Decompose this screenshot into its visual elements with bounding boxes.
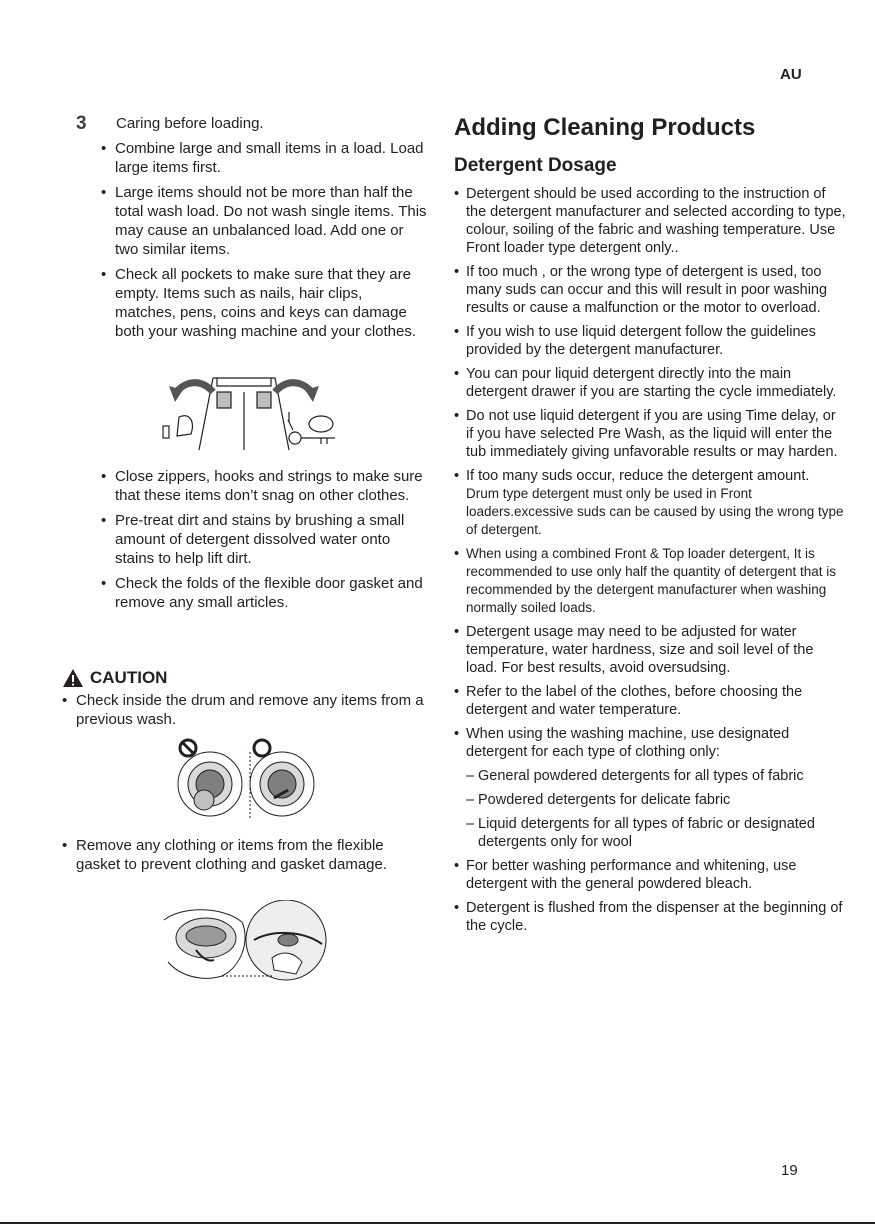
caution-box xyxy=(62,668,424,734)
list-item: • Refer to the label of the clothes, before choosing the detergent and water temperature. xyxy=(454,683,846,719)
section-heading: Detergent Dosage xyxy=(454,155,617,176)
list-item: • Check the folds of the flexible door gasket and remove any small articles. xyxy=(101,574,427,612)
list-item: • Close zippers, hooks and strings to make sure that these items don’t snag on other clothes. xyxy=(101,467,427,505)
step-3 xyxy=(72,114,427,341)
drum-check-illustration xyxy=(170,738,330,820)
list-item: • Check all pockets to make sure that they are empty. Items such as nails, hair clips, matches, pens, coins and keys can damage both your washing machine and your clothes. xyxy=(101,265,427,341)
step-number: 3 xyxy=(76,113,87,134)
list-item: • Do not use liquid detergent if you are using Time delay, or if you have selected Pre Wash, as the liquid will enter the tub immediately giving unfavorable results or may harden. xyxy=(454,407,846,461)
list-item: • Combine large and small items in a load. Load large items first. xyxy=(101,139,427,177)
page-title: Adding Cleaning Products xyxy=(454,114,756,141)
bottom-rule xyxy=(0,1222,875,1224)
list-item-machine xyxy=(454,725,846,851)
list-item: • Detergent usage may need to be adjusted for water temperature, water hardness, size and soil level of the load. For best results, avoid oversudsing. xyxy=(454,623,846,677)
warning-icon xyxy=(62,668,84,688)
list-item: • For better washing performance and whitening, use detergent with the general powdered bleach. xyxy=(454,857,846,893)
right-column xyxy=(454,114,846,941)
suds-lead: If too many suds occur, reduce the detergent amount. xyxy=(466,468,810,484)
list-item: • If too much , or the wrong type of detergent is used, too many suds can occur and this will result in poor washing results or cause a malfunction or the motor to overload. xyxy=(454,263,846,317)
page-number: 19 xyxy=(781,1162,798,1179)
list-item: • Detergent is flushed from the dispenser at the beginning of the cycle. xyxy=(454,899,846,935)
caring-list-bottom xyxy=(101,467,427,612)
region-code: AU xyxy=(780,66,802,83)
sub-list-item: – General powdered detergents for all types of fabric xyxy=(466,767,846,785)
caring-list-bottom-wrap xyxy=(101,467,427,618)
caution-list-1 xyxy=(62,691,424,729)
list-item: • Pre-treat dirt and stains by brushing a small amount of detergent dissolved water onto stains to help lift dirt. xyxy=(101,511,427,568)
list-item xyxy=(454,545,846,617)
list-item: • Check inside the drum and remove any items from a previous wash. xyxy=(62,691,424,729)
sub-list-item: – Powdered detergents for delicate fabric xyxy=(466,791,846,809)
list-item: • You can pour liquid detergent directly into the main detergent drawer if you are starting the cycle immediately. xyxy=(454,365,846,401)
empty-pockets-illustration xyxy=(155,372,345,452)
step-title: Caring before loading. xyxy=(116,115,264,132)
list-item: • Remove any clothing or items from the flexible gasket to prevent clothing and gasket damage. xyxy=(62,836,424,874)
list-item: • Large items should not be more than half the total wash load. Do not wash single items. This may cause an unbalanced load. Add one or two similar items. xyxy=(101,183,427,259)
list-item: • If you wish to use liquid detergent follow the guidelines provided by the detergent manufacturer. xyxy=(454,323,846,359)
caring-list-top xyxy=(101,139,427,341)
gasket-check-illustration xyxy=(162,900,332,982)
caution-heading xyxy=(62,668,424,688)
caution-list-2 xyxy=(62,836,424,874)
suds-tail: Drum type detergent must only be used in Front loaders.excessive suds can be caused by using the wrong type of detergent. xyxy=(466,486,844,537)
combined-note: When using a combined Front & Top loader detergent, It is recommended to use only half the quantity of detergent that is recommended by the detergent manufacturer when washing normally soiled loads. xyxy=(466,546,836,615)
left-column xyxy=(72,114,427,347)
caution-list-2-wrap xyxy=(62,836,424,880)
detergent-types-list xyxy=(466,767,846,851)
sub-list-item: – Liquid detergents for all types of fabric or designated detergents only for wool xyxy=(466,815,846,851)
detergent-list xyxy=(454,185,846,935)
caution-label: CAUTION xyxy=(90,668,168,687)
list-item: • Detergent should be used according to the instruction of the detergent manufacturer and selected according to type, colour, soiling of the fabric and washing temperature. Use Front loader type detergent only.. xyxy=(454,185,846,257)
list-item-suds xyxy=(454,467,846,539)
machine-lead: When using the washing machine, use designated detergent for each type of clothing only: xyxy=(466,726,790,760)
